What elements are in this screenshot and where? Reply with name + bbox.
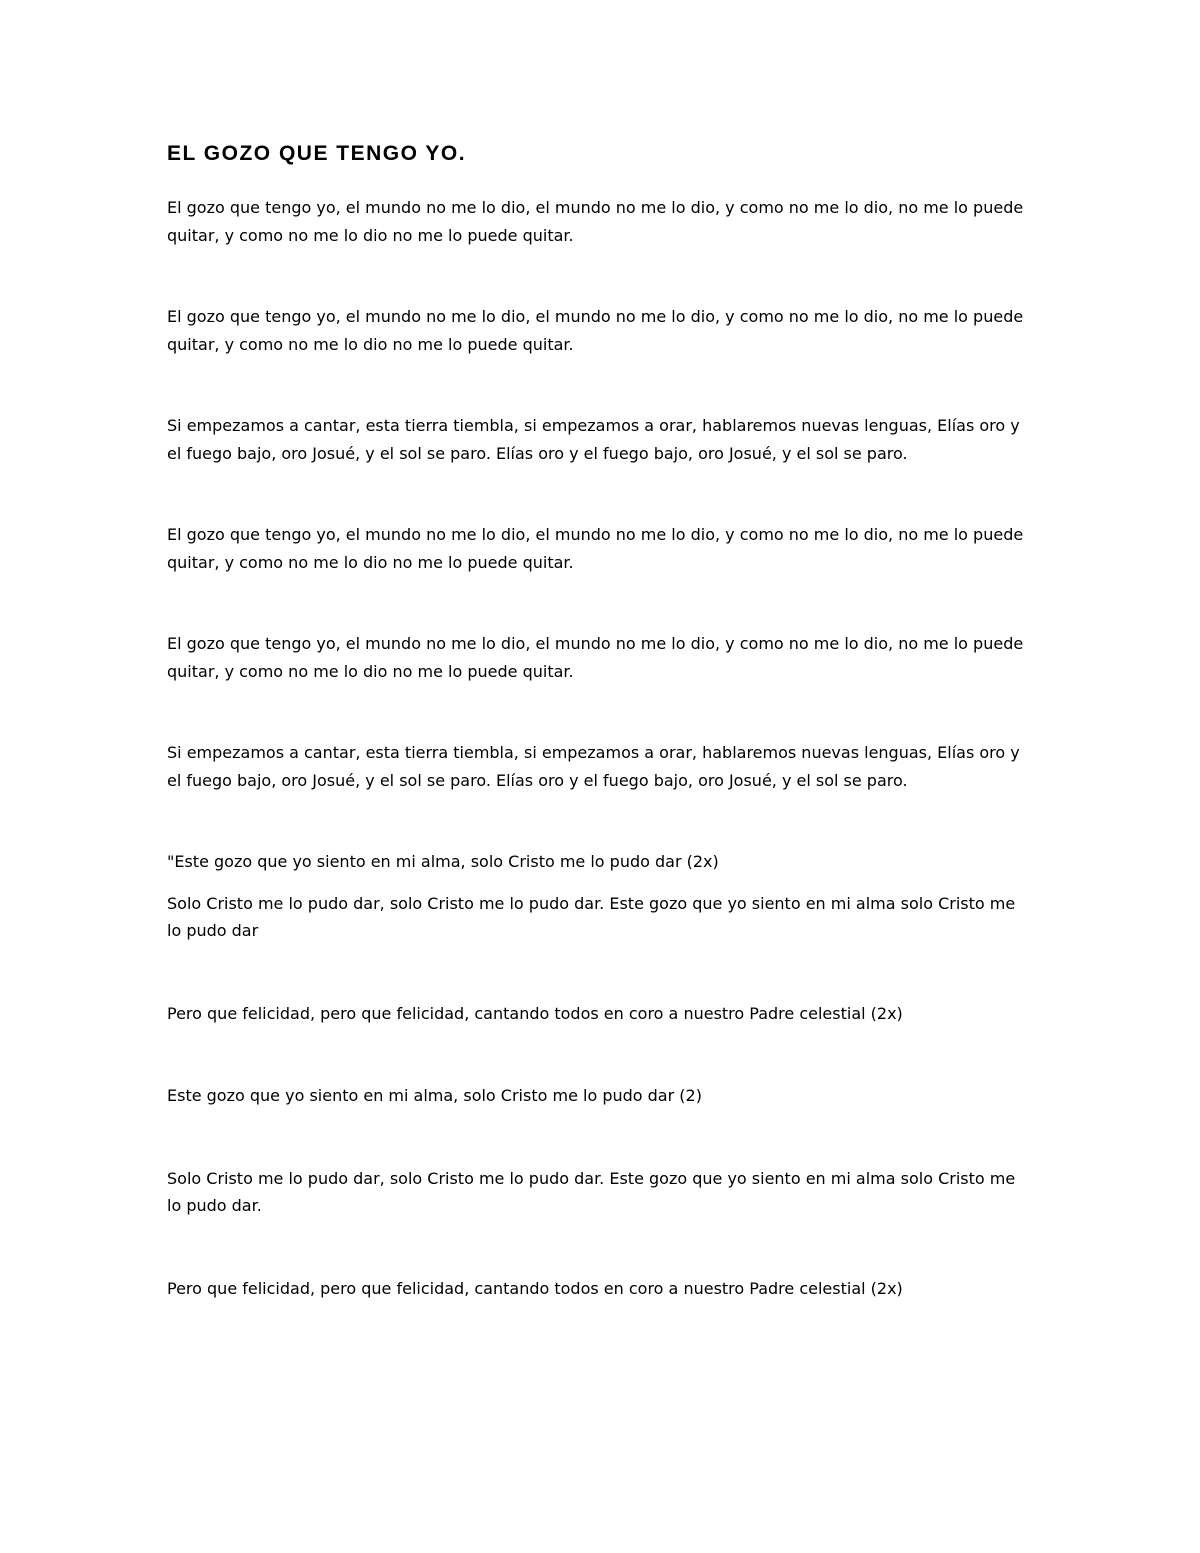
lyric-paragraph-4: El gozo que tengo yo, el mundo no me lo dio, el mundo no me lo dio, y como no me lo dio, no me lo puede quitar, y como no me lo dio no me lo puede quitar. xyxy=(167,525,1024,572)
lyric-paragraph-9: Pero que felicidad, pero que felicidad, cantando todos en coro a nuestro Padre celestial (2x) xyxy=(167,1003,903,1023)
lyric-paragraph-6: Si empezamos a cantar, esta tierra tiembla, si empezamos a orar, hablaremos nuevas lenguas, Elías oro y el fuego bajo, oro Josué, y el sol se paro. Elías oro y el fuego bajo, oro Josué, y el sol se paro. xyxy=(167,743,1020,790)
lyric-paragraph-3: Si empezamos a cantar, esta tierra tiembla, si empezamos a orar, hablaremos nuevas lenguas, Elías oro y el fuego bajo, oro Josué, y el sol se paro. Elías oro y el fuego bajo, oro Josué, y el sol se paro. xyxy=(167,416,1020,463)
lyric-paragraph-7: "Este gozo que yo siento en mi alma, solo Cristo me lo pudo dar (2x) xyxy=(167,852,719,871)
lyric-paragraph-8: Solo Cristo me lo pudo dar, solo Cristo me lo pudo dar. Este gozo que yo siento en mi alma solo Cristo me lo pudo dar xyxy=(167,893,1016,940)
lyric-paragraph-1: El gozo que tengo yo, el mundo no me lo dio, el mundo no me lo dio, y como no me lo dio, no me lo puede quitar, y como no me lo dio no me lo puede quitar. xyxy=(167,198,1024,245)
lyric-paragraph-12: Pero que felicidad, pero que felicidad, cantando todos en coro a nuestro Padre celestial (2x) xyxy=(167,1278,903,1298)
lyric-paragraph-11: Solo Cristo me lo pudo dar, solo Cristo me lo pudo dar. Este gozo que yo siento en mi alma solo Cristo me lo pudo dar. xyxy=(167,1168,1016,1215)
document-title: EL GOZO QUE TENGO YO. xyxy=(167,142,467,165)
lyric-paragraph-10: Este gozo que yo siento en mi alma, solo Cristo me lo pudo dar (2) xyxy=(167,1086,702,1105)
lyric-paragraph-2: El gozo que tengo yo, el mundo no me lo dio, el mundo no me lo dio, y como no me lo dio, no me lo puede quitar, y como no me lo dio no me lo puede quitar. xyxy=(167,307,1024,354)
lyric-paragraph-5: El gozo que tengo yo, el mundo no me lo dio, el mundo no me lo dio, y como no me lo dio, no me lo puede quitar, y como no me lo dio no me lo puede quitar. xyxy=(167,634,1024,681)
document-body xyxy=(167,140,1027,1302)
